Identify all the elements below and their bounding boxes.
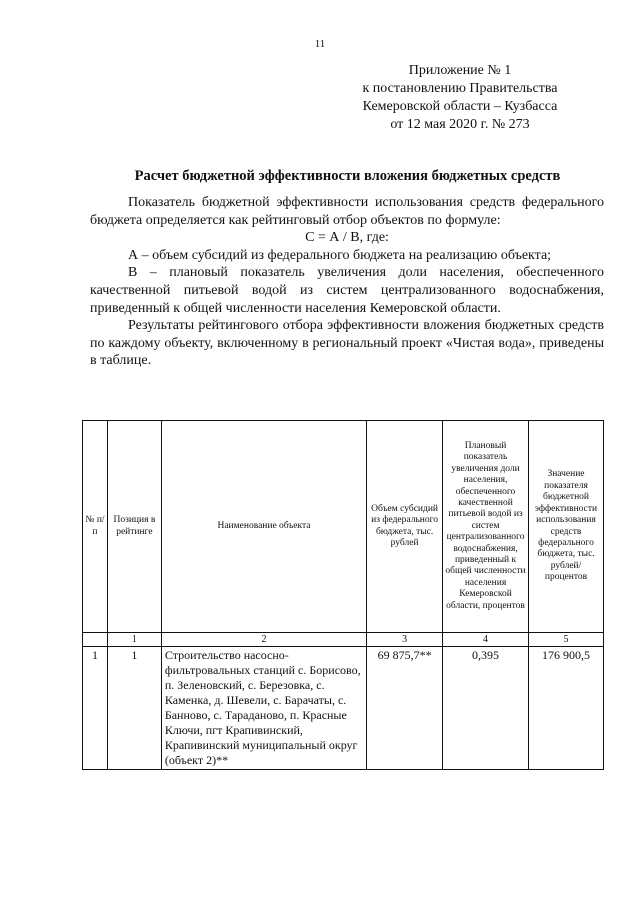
paragraph-variable-a: А – объем субсидий из федерального бюджета на реализацию объекта; <box>128 247 552 263</box>
table-header-row <box>83 421 604 633</box>
index-cell: 4 <box>443 633 529 647</box>
index-cell: 5 <box>529 633 604 647</box>
cell-number: 1 <box>83 647 108 770</box>
appendix-line-1: Приложение № 1 <box>408 63 512 78</box>
paragraph-results: Результаты рейтингового отбора эффективности вложения бюджетных средств по каждому объекту, включенному в региональный проект «Чистая вода», приведены в таблице. <box>90 318 604 369</box>
cell-share: 0,395 <box>443 647 529 770</box>
cell-subsidy: 69 875,7** <box>367 647 443 770</box>
page-number: 11 <box>314 38 326 50</box>
body-text <box>90 194 604 370</box>
document-title: Расчет бюджетной эффективности вложения бюджетных средств <box>134 168 561 184</box>
header-efficiency: Значение показателя бюджетной эффективности использования средств федерального бюджета, тыс. рублей/ процентов <box>529 421 604 633</box>
formula: С = А / В, где: <box>305 230 389 246</box>
header-position: Позиция в рейтинге <box>107 421 161 633</box>
table-index-row <box>83 633 604 647</box>
appendix-line-3: Кемеровской области – Кузбасса <box>362 99 558 114</box>
table-row <box>83 647 604 770</box>
paragraph-variable-b: В – плановый показатель увеличения доли населения, обеспеченного качественной питьевой водой из систем централизованного водоснабжения, приведенный к общей численности населения Кемеровской области. <box>90 265 604 316</box>
index-cell: 3 <box>367 633 443 647</box>
rating-table <box>82 420 604 770</box>
cell-object-name: Строительство насосно-фильтровальных станций с. Борисово, п. Зеленовский, с. Березовка, с. Каменка, д. Шевели, с. Барачаты, с. Банново, с. Тараданово, п. Красные Ключи, пгт Крапивинский, Крапивинский муниципальный округ (объект 2)** <box>161 647 366 770</box>
cell-efficiency: 176 900,5 <box>529 647 604 770</box>
appendix-line-4: от 12 мая 2020 г. № 273 <box>390 117 530 132</box>
header-share: Плановый показатель увеличения доли населения, обеспеченного качественной питьевой водой из систем централизованного водоснабжения, приведенный к общей численности населения Кемеровской области, процентов <box>443 421 529 633</box>
header-subsidy: Объем субсидий из федерального бюджета, тыс. рублей <box>367 421 443 633</box>
header-object-name: Наименование объекта <box>161 421 366 633</box>
paragraph-definition: Показатель бюджетной эффективности использования средств федерального бюджета определяется как рейтинговый отбор объектов по формуле: <box>90 195 604 228</box>
appendix-line-2: к постановлению Правительства <box>362 81 558 96</box>
index-cell: 1 <box>107 633 161 647</box>
appendix-header <box>330 62 590 134</box>
index-cell <box>83 633 108 647</box>
cell-position: 1 <box>107 647 161 770</box>
index-cell: 2 <box>161 633 366 647</box>
header-number: № п/п <box>83 421 108 633</box>
